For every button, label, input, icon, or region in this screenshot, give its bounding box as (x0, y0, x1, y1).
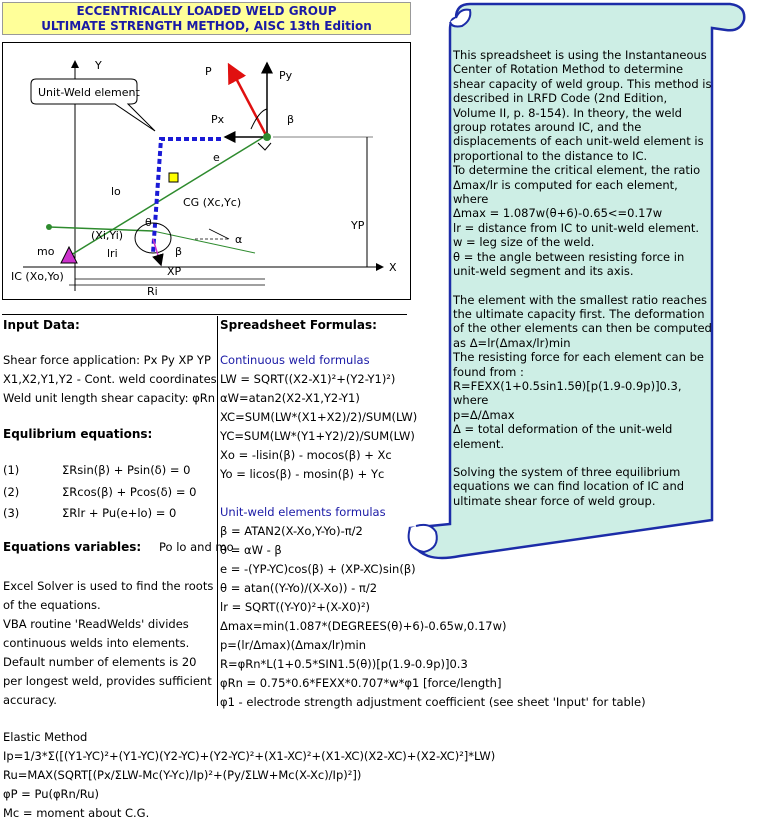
scroll-para-1: This spreadsheet is using the Instantaneous Center of Rotation Method to determine shear capacity of weld group. This method is described in LRFD Code (2nd Edition, Volume II, p. 8-154). In theory, the weld group rotates around IC, and the displacements of each unit-weld element is proportional to the distance to IC. (453, 48, 712, 163)
title-line-1: ECCENTRICALLY LOADED WELD GROUP (76, 4, 337, 18)
variables: Po lo and mo (159, 540, 234, 554)
cg-marker (169, 173, 178, 182)
scroll-para-3a: The element with the smallest ratio reaches the ultimate capacity first. The deformation of the other elements can then be computed as Δ=lr(Δmax/lr)min (453, 292, 712, 350)
formula-alpha: αW=atan2(X2-X1,Y2-Y1) (220, 391, 360, 405)
formula-yo: Yo = licos(β) - mosin(β) + Yc (220, 467, 385, 481)
callout-text: Unit-Weld element (38, 86, 140, 99)
scroll-para-4: Solving the system of three equilibrium equations we can find location of IC and ultimate shear force of weld group. (453, 464, 685, 508)
scroll-para-2e: θ = the angle between resisting force in unit-weld segment and its axis. (453, 249, 685, 279)
elastic-header: Elastic Method (3, 730, 88, 744)
formula-yc: YC=SUM(LW*(Y1+Y2)/2)/SUM(LW) (220, 429, 415, 443)
eq1: ΣRsin(β) + Psin(δ) = 0 (62, 463, 191, 477)
formula-r: R=φRn*L(1+0.5*SIN1.5(θ))[p(1.9-0.9p)]0.3 (220, 657, 468, 671)
elastic-phi-p: φP = Pu(φRn/Ru) (3, 787, 99, 801)
scroll-para-2d: w = leg size of the weld. (453, 235, 595, 250)
scroll-para-2c: lr = distance from IC to unit-weld element. (453, 220, 700, 235)
formula-phi-rn: φRn = 0.75*0.6*FEXX*0.707*w*φ1 [force/length] (220, 676, 502, 690)
e-label: e (213, 151, 220, 164)
formula-beta: β = ATAN2(X-Xo,Y-Yo)-π/2 (220, 524, 363, 538)
formula-delta-max: Δmax=min(1.087*(DEGREES(θ)+6)-0.65w,0.17w) (220, 619, 507, 633)
alpha-line (209, 229, 229, 239)
cg-label: CG (Xc,Yc) (183, 196, 242, 209)
eq2-number: (2) (3, 485, 20, 499)
weld-group-diagram (2, 42, 411, 300)
xiyi-label: (Xi,Yi) (91, 229, 124, 242)
default-line-2: per longest weld, provides sufficient (3, 674, 212, 688)
continuous-header: Continuous weld formulas (220, 353, 370, 367)
eq2: ΣRcos(β) + Pcos(δ) = 0 (62, 485, 197, 499)
xp-label: XP (167, 265, 182, 278)
yp-label: YP (351, 219, 365, 232)
p-label: P (205, 65, 212, 78)
scroll-para-3e: Δ = total deformation of the unit-weld element. (453, 422, 673, 451)
formula-theta-atan: θ = atan((Y-Yo)/(X-Xo)) - π/2 (220, 581, 378, 595)
formula-lw: LW = SQRT((X2-X1)²+(Y2-Y1)²) (220, 372, 396, 386)
eq3: ΣRlr + Pu(e+lo) = 0 (62, 506, 177, 520)
scroll-para-2a: To determine the critical element, the ratio Δmax/lr is computed for each element, where (453, 163, 701, 207)
formula-p: p=(lr/Δmax)(Δmax/lr)min (220, 638, 367, 652)
scroll-text (453, 48, 713, 508)
scroll-para-2b: Δmax = 1.087w(θ+6)-0.65<=0.17w (453, 206, 663, 221)
shear-application: Shear force application: Px Py XP YP (3, 353, 211, 367)
scroll-para-3b: The resisting force for each element can be found from : (453, 350, 704, 379)
alpha-label: α (235, 233, 243, 246)
beta2-label: β (175, 245, 183, 258)
vba-line-1: VBA routine 'ReadWelds' divides (3, 617, 189, 631)
input-data-header: Input Data: (3, 318, 80, 332)
right-angle-marker (258, 143, 271, 150)
formulas-header: Spreadsheet Formulas: (220, 318, 377, 332)
unit-weld-header: Unit-weld elements formulas (220, 505, 386, 519)
y-axis-label: Y (95, 59, 102, 72)
elastic-mc: Mc = moment about C.G. (3, 806, 150, 820)
default-line-1: Default number of elements is 20 (3, 655, 197, 669)
formula-e: e = -(YP-YC)cos(β) + (XP-XC)sin(β) (220, 562, 416, 576)
variables-header: Equations variables: (3, 540, 142, 554)
formula-xc: XC=SUM(LW*(X1+X2)/2)/SUM(LW) (220, 410, 418, 424)
solver-line-1: Excel Solver is used to find the roots (3, 579, 214, 593)
vba-line-2: continuous welds into elements. (3, 636, 190, 650)
solver-line-2: of the equations. (3, 598, 101, 612)
formula-xo: Xo = -lisin(β) - mocos(β) + Xc (220, 448, 392, 462)
x-axis-label: X (389, 261, 397, 274)
unit-capacity: Weld unit length shear capacity: φRn (3, 391, 216, 405)
formula-phi1: φ1 - electrode strength adjustment coefficient (see sheet 'Input' for table) (220, 695, 646, 709)
lri-label: lri (107, 247, 118, 260)
mo-point (46, 224, 52, 230)
load-point (263, 133, 271, 141)
ic-label: IC (Xo,Yo) (11, 270, 64, 283)
formula-lr: lr = SQRT((Y-Y0)²+(X-X0)²) (220, 600, 371, 614)
scroll-para-3c: R=FEXX(1+0.5sin1.5θ)[p(1.9-0.9p)]0.3, where (453, 378, 682, 408)
formula-theta: θ = αW - β (220, 543, 282, 557)
elastic-ip: Ip=1/3*Σ([(Y1-YC)²+(Y1-YC)(Y2-YC)+(Y2-YC)²+(X1-XC)²+(X1-XC)(X2-XC)+(X2-XC)²]*LW) (3, 749, 496, 763)
eq3-number: (3) (3, 506, 20, 520)
lo-label: lo (111, 185, 121, 198)
section-divider (2, 314, 407, 315)
p-force-arrow (229, 65, 267, 137)
eq1-number: (1) (3, 463, 20, 477)
mo-label: mo (37, 245, 55, 258)
column-divider (217, 316, 218, 706)
title-line-2: ULTIMATE STRENGTH METHOD, AISC 13th Edition (41, 19, 372, 33)
ri-label: Ri (147, 285, 158, 298)
py-label: Py (279, 69, 293, 82)
weld-coordinates: X1,X2,Y1,Y2 - Cont. weld coordinates (3, 372, 217, 386)
elastic-ru: Ru=MAX(SQRT[(Px/ΣLW-Mc(Y-Yc)/Ip)²+(Py/ΣLW+Mc(X-Xc)/Ip)²]) (3, 768, 362, 782)
equilibrium-header: Equlibrium equations: (3, 427, 153, 441)
default-line-3: accuracy. (3, 693, 57, 707)
title-box (2, 2, 411, 35)
scroll-para-3d: p=Δ/Δmax (453, 407, 515, 422)
px-label: Px (211, 113, 225, 126)
theta-label: θ (145, 216, 152, 229)
beta-label: β (287, 113, 295, 126)
diagram-svg (3, 43, 410, 299)
